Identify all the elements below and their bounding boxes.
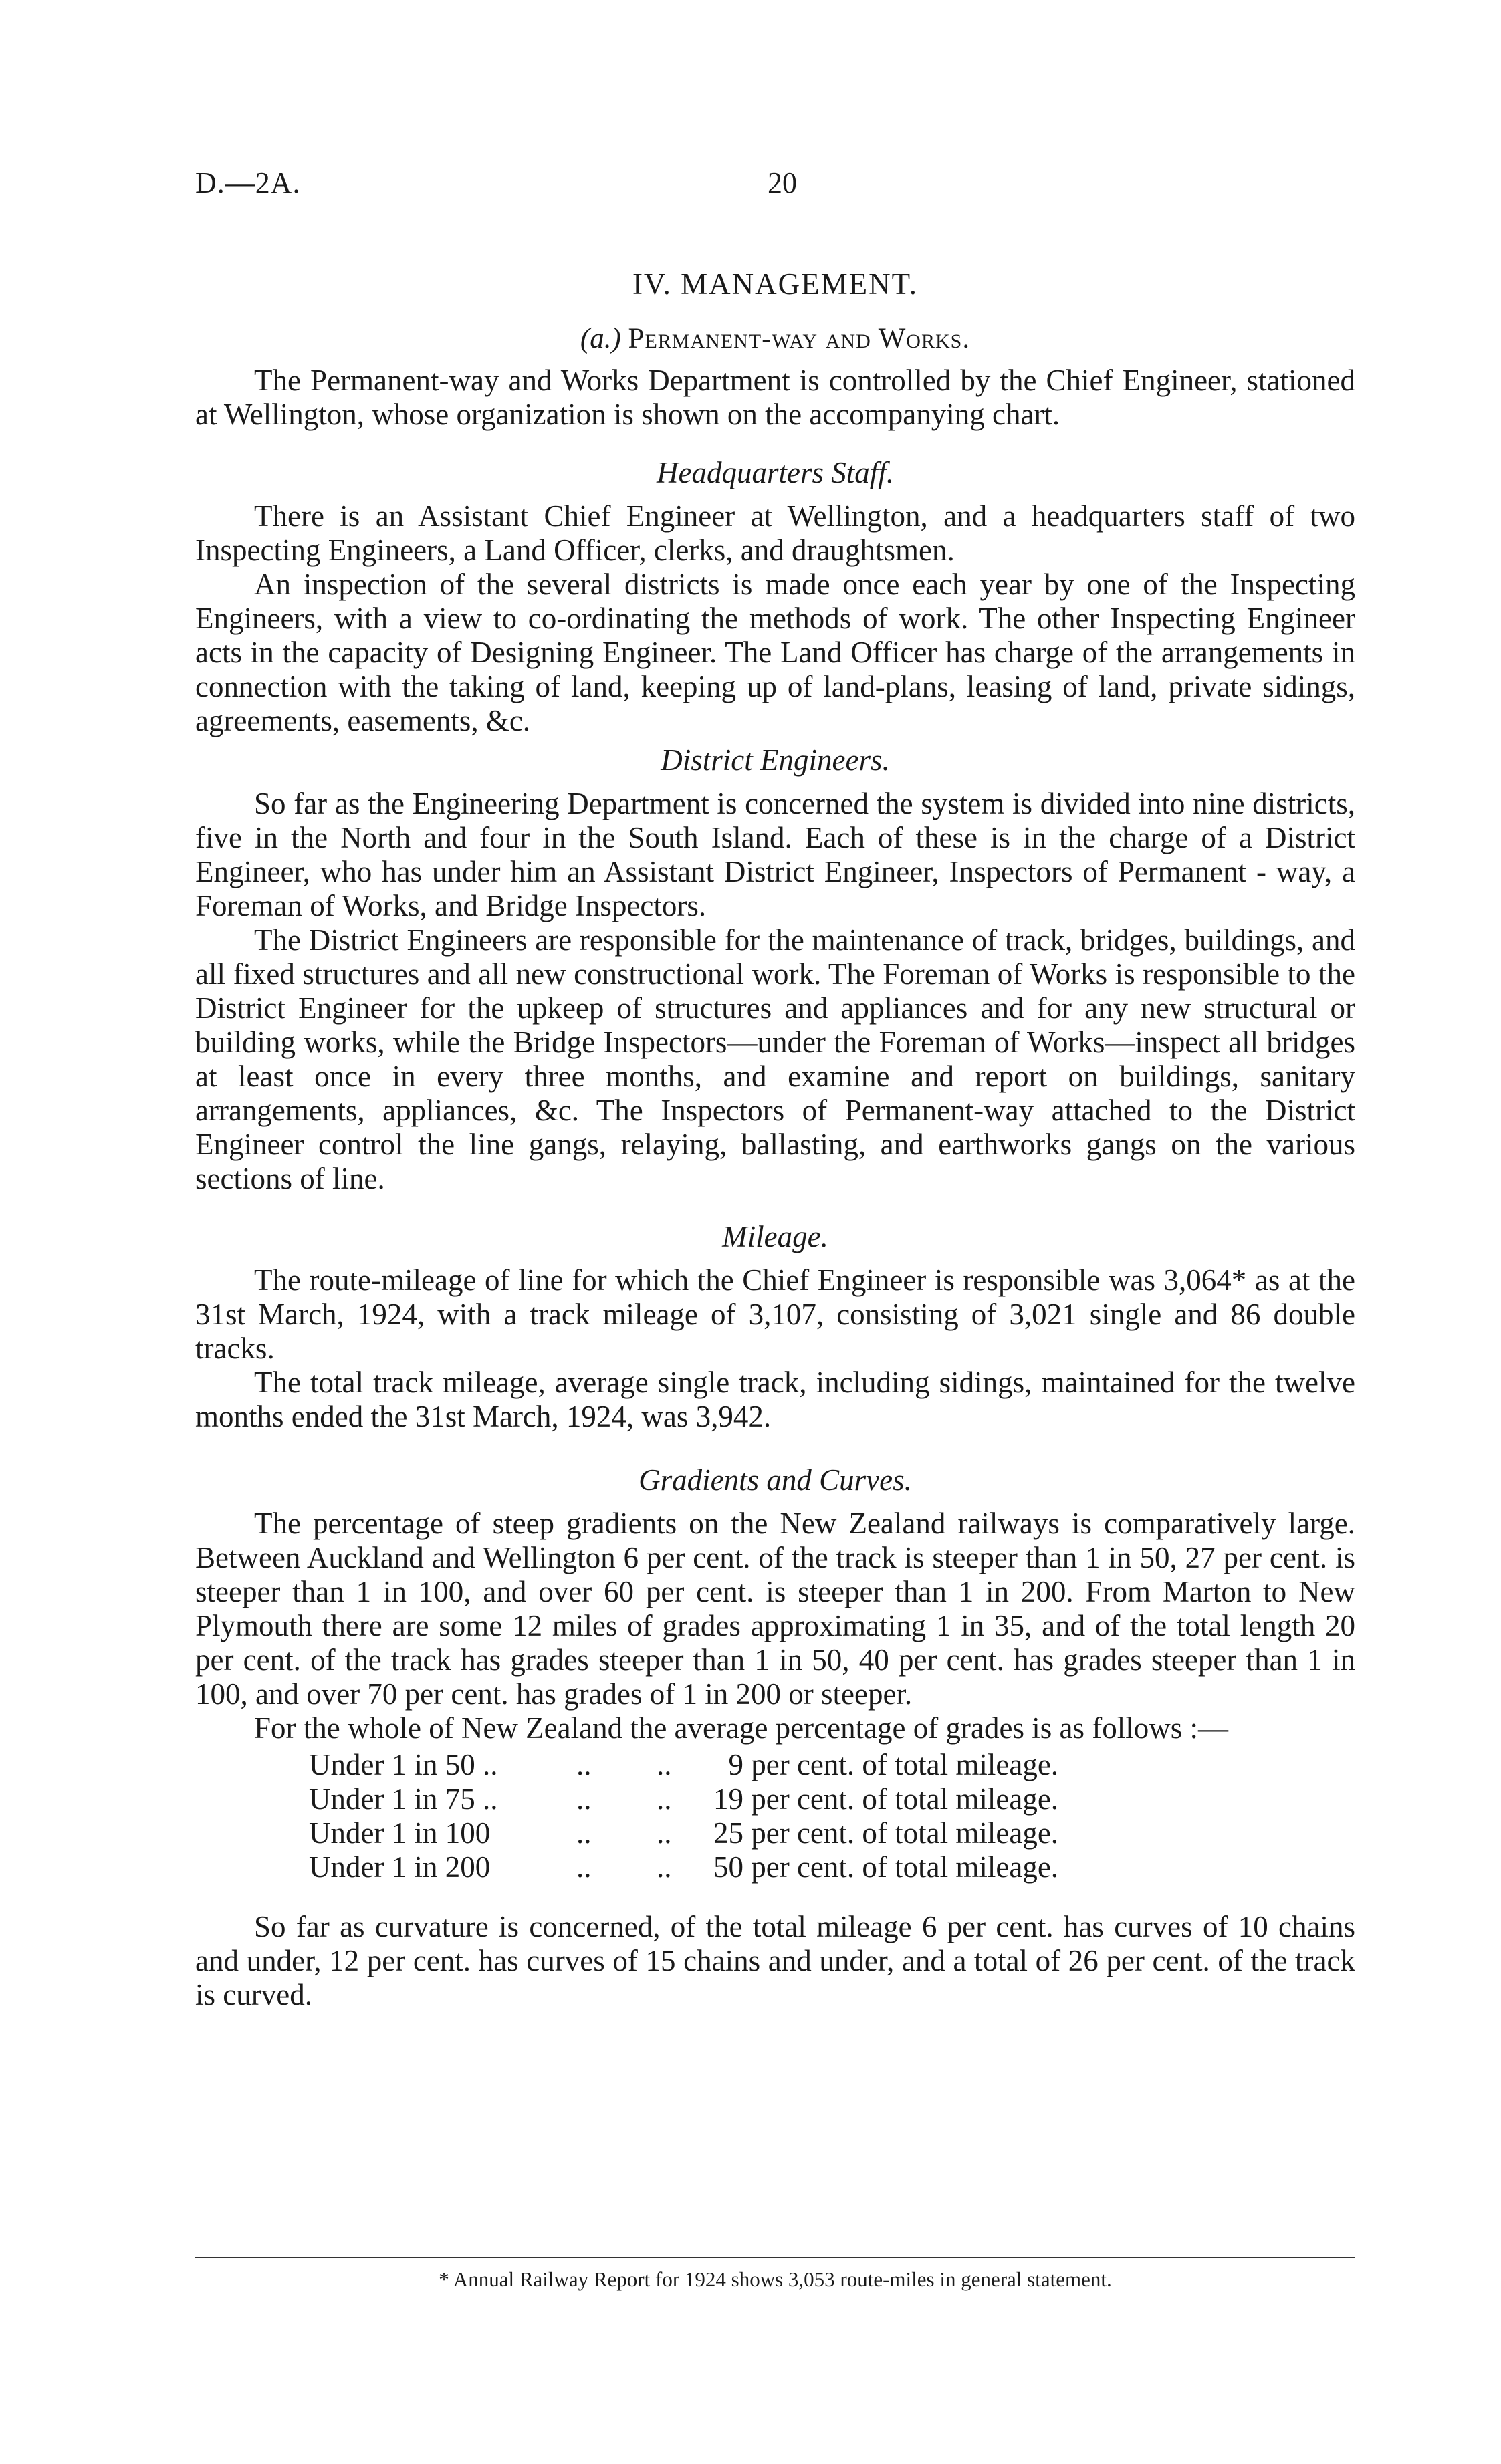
leader-dots: .. (657, 1816, 672, 1850)
grade-value (707, 1748, 1058, 1782)
leader-dots: .. (657, 1748, 672, 1781)
grade-suffix: per cent. of total mileage. (751, 1782, 1059, 1816)
intro-paragraph: The Permanent-way and Works Department is controlled by the Chief Engineer, stationed at Wellington, whose organization is shown on the accompanying chart. (195, 364, 1355, 431)
grade-category: Under 1 in 75 .. (309, 1782, 498, 1816)
headquarters-paragraph-1: There is an Assistant Chief Engineer at Wellington, and a headquarters staff of two Inspecting Engineers, a Land Officer, clerks, and draughtsmen. (195, 499, 1355, 567)
table-row (309, 1850, 1058, 1884)
footnote-divider (195, 2257, 1355, 2258)
subheading-label: (a.) (580, 323, 621, 354)
district-paragraph-2: The District Engineers are responsible for the maintenance of track, bridges, buildings, and all fixed structures and all new constructional work. The Foreman of Works is responsible to the District Engineer for the upkeep of structures and appliances and for any new structural or building works, while the Bridge Inspectors—under the Foreman of Works—inspect all bridges at least once in every three months, and examine and report on buildings, sanitary arrangements, appliances, &c. The Inspectors of Permanent-way attached to the District Engineer control the line gangs, relaying, ballasting, and earthworks gangs on the various sections of line. (195, 923, 1355, 1195)
grade-suffix: per cent. of total mileage. (751, 1748, 1059, 1781)
grade-value (707, 1816, 1058, 1850)
section-subheading (195, 322, 1355, 356)
grade-percent: 50 (713, 1850, 743, 1884)
table-row (309, 1782, 1058, 1816)
mileage-heading: Mileage. (722, 1220, 828, 1253)
mileage-paragraph-1: The route-mileage of line for which the Chief Engineer is responsible was 3,064* as at the 31st March, 1924, with a track mileage of 3,107, consisting of 3,021 single and 86 double tracks. (195, 1263, 1355, 1365)
grade-percent: 19 (713, 1782, 743, 1816)
headquarters-paragraph-2: An inspection of the several districts is made once each year by one of the Inspecting Engineers, with a view to co-ordinating the methods of work. The other Inspecting Engineer acts in the capacity of Designing Engineer. The Land Officer has charge of the arrangements in connection with the taking of land, keeping up of land-plans, leasing of land, private sidings, agreements, easements, &c. (195, 568, 1355, 737)
gradients-paragraph-2: For the whole of New Zealand the average percentage of grades is as follows :— (254, 1711, 1228, 1745)
gradients-heading: Gradients and Curves. (639, 1463, 912, 1497)
subheading-text: Permanent-way and Works. (628, 323, 971, 354)
district-paragraph-1: So far as the Engineering Department is concerned the system is divided into nine districts, five in the North and four in the South Island. Each of these is in the charge of a District Engineer, who has under him an Assistant District Engineer, Inspectors of Permanent - way, a Foreman of Works, and Bridge Inspectors. (195, 787, 1355, 922)
leader-dots: .. (657, 1782, 672, 1816)
district-heading: District Engineers. (661, 743, 890, 777)
leader-dots: .. (576, 1816, 592, 1850)
grade-value (707, 1782, 1058, 1816)
grade-value (707, 1850, 1058, 1884)
grade-category: Under 1 in 50 .. (309, 1748, 498, 1781)
curvature-paragraph: So far as curvature is concerned, of the total mileage 6 per cent. has curves of 10 chains and under, 12 per cent. has curves of 15 chains and under, and a total of 26 per cent. of the track is curved. (195, 1910, 1355, 2011)
mileage-paragraph-2: The total track mileage, average single track, including sidings, maintained for the twelve months ended the 31st March, 1924, was 3,942. (195, 1366, 1355, 1433)
table-row (309, 1748, 1058, 1782)
grades-table (309, 1748, 1058, 1884)
headquarters-heading: Headquarters Staff. (657, 456, 894, 489)
page-body (195, 267, 1355, 2012)
table-row (309, 1816, 1058, 1850)
grade-category: Under 1 in 100 (309, 1816, 491, 1850)
page-number: 20 (768, 166, 797, 199)
section-heading: IV. MANAGEMENT. (632, 267, 919, 301)
leader-dots: .. (576, 1748, 592, 1781)
gradients-paragraph-1: The percentage of steep gradients on the New Zealand railways is comparatively large. Between Auckland and Wellington 6 per cent. of the track is steeper than 1 in 50, 27 per cent. is steeper than 1 in 100, and over 60 per cent. is steeper than 1 in 200. From Marton to New Plymouth there are some 12 miles of grades approximating 1 in 35, and of the total length 20 per cent. of the track has grades steeper than 1 in 50, 40 per cent. has grades steeper than 1 in 100, and over 70 per cent. has grades of 1 in 200 or steeper. (195, 1507, 1355, 1711)
grade-suffix: per cent. of total mileage. (751, 1816, 1059, 1850)
grade-percent: 9 (728, 1748, 743, 1781)
footnote: * Annual Railway Report for 1924 shows 3,053 route-miles in general statement. (439, 2267, 1112, 2291)
leader-dots: .. (576, 1782, 592, 1816)
leader-dots: .. (657, 1850, 672, 1884)
grade-suffix: per cent. of total mileage. (751, 1850, 1059, 1884)
grade-percent: 25 (713, 1816, 743, 1850)
grade-category: Under 1 in 200 (309, 1850, 491, 1884)
document-reference: D.—2A. (195, 166, 301, 199)
leader-dots: .. (576, 1850, 592, 1884)
